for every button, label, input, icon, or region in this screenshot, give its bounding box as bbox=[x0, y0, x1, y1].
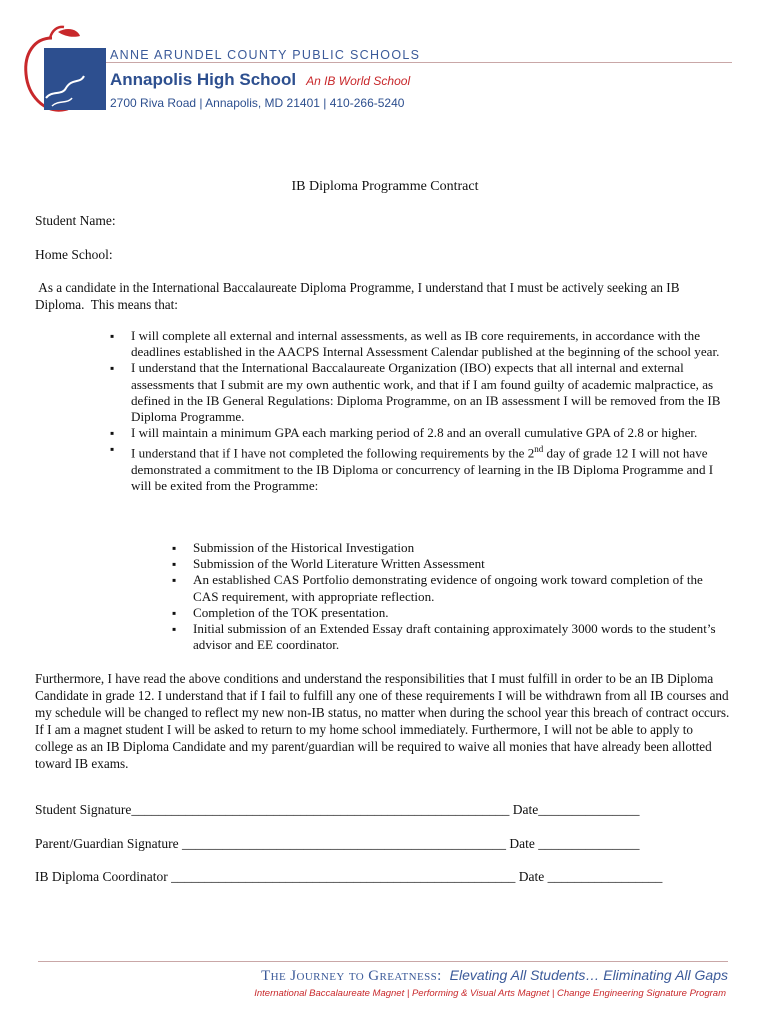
ordinal-suffix: nd bbox=[534, 444, 544, 455]
school-logo bbox=[22, 24, 112, 116]
letterhead-rule bbox=[106, 62, 732, 63]
coordinator-signature-line[interactable]: IB Diploma Coordinator ___________________________________________________ Date _________________ bbox=[35, 869, 663, 884]
grade12-requirement-item: ▪ Submission of the Historical Investigation bbox=[172, 540, 728, 556]
requirements-list bbox=[110, 328, 730, 494]
requirement-item: ▪ I will maintain a minimum GPA each marking period of 2.8 and an overall cumulative GPA of 2.8 or higher. bbox=[110, 425, 730, 441]
parent-signature-line[interactable]: Parent/Guardian Signature ________________________________________________ Date _______________ bbox=[35, 836, 640, 851]
footer-programs: International Baccalaureate Magnet | Performing & Visual Arts Magnet | Change Engineering Signature Program bbox=[254, 988, 726, 999]
grade12-text-end: day of grade 12 I will not have demonstrated a commitment to the IB Diploma or concurrency of learning in the IB Diploma Programme and I will be exited from the Programme: bbox=[131, 445, 714, 494]
student-signature-line[interactable]: Student Signature________________________________________________________ Date_______________ bbox=[35, 802, 640, 817]
district-name: ANNE ARUNDEL COUNTY PUBLIC SCHOOLS bbox=[110, 48, 421, 62]
footer-journey: The Journey to Greatness: bbox=[261, 968, 442, 984]
grade12-requirement-item: ▪ Submission of the World Literature Written Assessment bbox=[172, 556, 728, 572]
grade12-requirement-item: ▪ An established CAS Portfolio demonstrating evidence of ongoing work toward completion of the CAS requirement, with appropriate reflection. bbox=[172, 572, 728, 604]
grade12-text-start: I understand that if I have not completed the following requirements by the 2 bbox=[131, 445, 535, 461]
intro-paragraph: As a candidate in the International Baccalaureate Diploma Programme, I understand that I must be actively seeking an IB Diploma. This means that: bbox=[35, 280, 683, 312]
requirement-item: ▪ I will complete all external and internal assessments, as well as IB core requirements, in accordance with the deadlines established in the AACPS Internal Assessment Calendar published at the beginning of the school year. bbox=[110, 328, 730, 360]
school-tagline: An IB World School bbox=[306, 74, 411, 88]
requirement-item: ▪ I understand that the International Baccalaureate Organization (IBO) expects that all internal and external assessments that I submit are my own authentic work, and that if I am found guilty of academic malpractice, as defined in the IB General Regulations: Diploma Programme, on an IB assessment I will be removed from the IB Diploma Programme. bbox=[110, 360, 730, 425]
closing-paragraph: Furthermore, I have read the above conditions and understand the responsibilities that I must fulfill in order to be an IB Diploma Candidate in grade 12. I understand that if I fail to fulfill any one of these requirements I will be withdrawn from all IB courses and my schedule will be changed to reflect my new non-IB status, no matter when during the school year this breach of contract occurs. If I am a magnet student I will be asked to return to my home school immediately. Furthermore, I will not be able to apply to college as an IB Diploma Candidate and my parent/guardian will be required to waive all monies that have already been allotted toward IB exams. bbox=[35, 671, 730, 771]
footer-slogan: Elevating All Students… Eliminating All Gaps bbox=[449, 967, 728, 983]
footer-rule bbox=[38, 961, 728, 962]
home-school-label: Home School: bbox=[35, 247, 113, 262]
requirement-item-grade12 bbox=[110, 441, 730, 494]
school-heading bbox=[110, 70, 410, 90]
document-title: IB Diploma Programme Contract bbox=[291, 179, 479, 194]
school-address: 2700 Riva Road | Annapolis, MD 21401 | 410-266-5240 bbox=[110, 96, 405, 110]
grade12-requirement-item: ▪ Initial submission of an Extended Essay draft containing approximately 3000 words to the student’s advisor and EE coordinator. bbox=[172, 621, 728, 653]
school-name: Annapolis High School bbox=[110, 70, 297, 89]
student-name-label: Student Name: bbox=[35, 213, 116, 228]
grade12-requirement-item: ▪ Completion of the TOK presentation. bbox=[172, 605, 728, 621]
footer-motto bbox=[261, 967, 728, 985]
grade12-requirements-list bbox=[172, 540, 728, 653]
